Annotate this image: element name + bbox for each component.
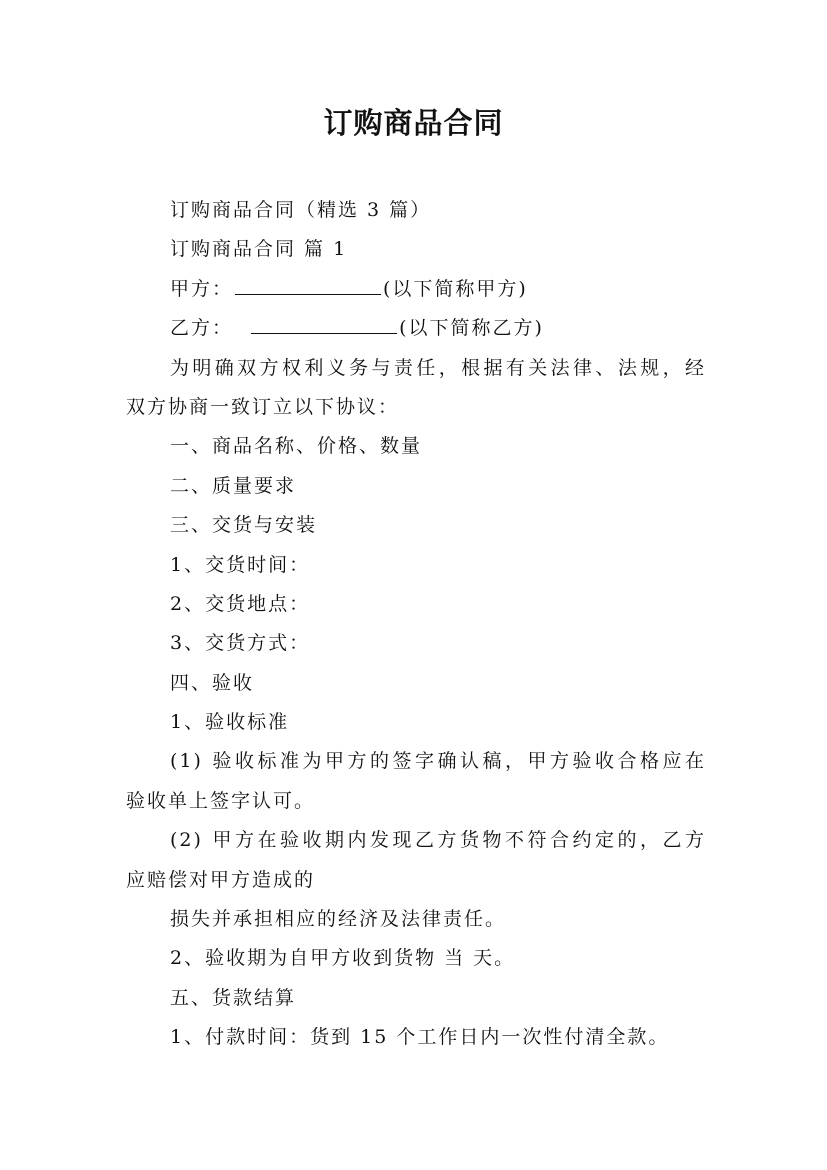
party-a-suffix: (以下简称甲方) xyxy=(383,277,528,300)
paragraph-line: 损失并承担相应的经济及法律责任。 xyxy=(170,908,507,931)
paragraph-line: (2) 甲方在验收期内发现乙方货物不符合约定的，乙方 xyxy=(170,829,706,852)
paragraph-line: 应赔偿对甲方造成的 xyxy=(126,868,316,891)
clause-heading: 四、验收 xyxy=(170,671,255,694)
party-a-label: 甲方： xyxy=(170,277,234,300)
clause-item: 2、验收期为自甲方收到货物 当 天。 xyxy=(170,947,516,970)
clause-item: 1、交货时间： xyxy=(170,553,311,576)
clause-heading: 二、质量要求 xyxy=(170,474,297,497)
party-a-line xyxy=(126,270,706,309)
party-a-blank xyxy=(235,274,381,295)
party-b-line xyxy=(126,309,706,348)
clause-item: 3、交货方式： xyxy=(170,632,311,655)
paragraph-line: (1) 验收标准为甲方的签字确认稿，甲方验收合格应在 xyxy=(170,750,706,773)
clause-heading: 五、货款结算 xyxy=(170,986,297,1009)
paragraph-line: 双方协商一致订立以下协议： xyxy=(126,395,400,418)
paragraph-line: 为明确双方权利义务与责任，根据有关法律、法规，经 xyxy=(170,356,706,379)
document-body xyxy=(126,191,706,1058)
clause-heading: 三、交货与安装 xyxy=(170,514,318,537)
subtitle-line: 订购商品合同（精选 3 篇） xyxy=(170,199,432,221)
party-b-suffix: (以下简称乙方) xyxy=(399,317,544,340)
clause-heading: 一、商品名称、价格、数量 xyxy=(170,435,423,458)
clause-item: 1、验收标准 xyxy=(170,711,290,734)
clause-item: 1、付款时间：货到 15 个工作日内一次性付清全款。 xyxy=(170,1026,670,1049)
paragraph-line: 验收单上签字认可。 xyxy=(126,789,316,812)
section-heading: 订购商品合同 篇 1 xyxy=(170,238,348,261)
party-b-blank xyxy=(251,313,397,334)
party-b-label: 乙方： xyxy=(170,317,234,340)
document-title: 订购商品合同 xyxy=(323,106,504,140)
clause-item: 2、交货地点： xyxy=(170,592,311,615)
